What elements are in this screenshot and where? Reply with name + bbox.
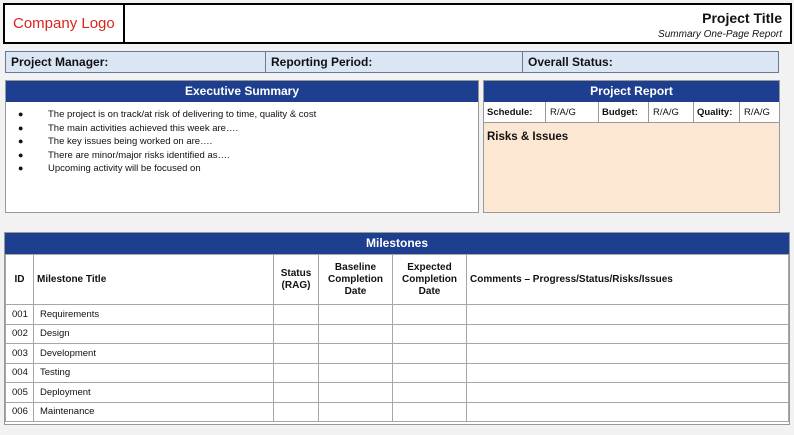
col-baseline-header-line: Baseline [334, 261, 377, 273]
col-comments-header: Comments – Progress/Status/Risks/Issues [467, 255, 789, 305]
col-status-header [274, 255, 319, 305]
project-report-heading: Project Report [484, 81, 779, 102]
summary-bullet [18, 122, 478, 136]
milestone-baseline-cell[interactable] [319, 324, 393, 344]
table-row [6, 324, 789, 344]
rag-status-row [484, 102, 779, 123]
report-header [3, 3, 792, 44]
summary-bullet-text: Upcoming activity will be focused on [48, 163, 201, 174]
col-id-header: ID [6, 255, 34, 305]
table-row [6, 363, 789, 383]
milestone-expected-cell[interactable] [393, 363, 467, 383]
project-manager-field[interactable]: Project Manager: [6, 52, 266, 72]
bullet-icon: ● [18, 109, 24, 119]
summary-bullet [18, 135, 478, 149]
summary-bullet-text: The project is on track/at risk of delivering to time, quality & cost [48, 109, 317, 120]
summary-bullet [18, 162, 478, 176]
milestone-id-cell: 002 [6, 324, 34, 344]
milestone-comments-cell[interactable] [467, 344, 789, 364]
milestone-title-cell[interactable]: Development [34, 344, 274, 364]
executive-summary-panel [5, 80, 479, 213]
milestone-baseline-cell[interactable] [319, 305, 393, 325]
milestones-heading: Milestones [5, 233, 789, 254]
milestones-panel [4, 232, 790, 425]
col-expected-header-line: Completion [402, 273, 457, 285]
col-status-header-line: (RAG) [281, 279, 311, 291]
table-row [6, 344, 789, 364]
milestone-id-cell: 003 [6, 344, 34, 364]
col-expected-header-line: Expected [407, 261, 452, 273]
col-expected-header [393, 255, 467, 305]
overall-status-field[interactable]: Overall Status: [528, 55, 613, 69]
col-baseline-header-line: Completion [328, 273, 383, 285]
milestone-baseline-cell[interactable] [319, 344, 393, 364]
milestone-baseline-cell[interactable] [319, 402, 393, 422]
schedule-label: Schedule: [484, 102, 546, 122]
report-subtitle: Summary One-Page Report [658, 29, 782, 40]
milestone-expected-cell[interactable] [393, 344, 467, 364]
col-expected-header-line: Date [418, 285, 441, 297]
milestone-expected-cell[interactable] [393, 305, 467, 325]
milestone-status-cell[interactable] [274, 324, 319, 344]
milestone-title-cell[interactable]: Requirements [34, 305, 274, 325]
milestone-id-cell: 005 [6, 383, 34, 403]
milestone-title-cell[interactable]: Deployment [34, 383, 274, 403]
milestone-expected-cell[interactable] [393, 402, 467, 422]
budget-rag-value[interactable]: R/A/G [649, 102, 694, 122]
bullet-icon: ● [18, 149, 24, 160]
milestones-table [5, 254, 789, 422]
milestone-comments-cell[interactable] [467, 402, 789, 422]
milestone-status-cell[interactable] [274, 344, 319, 364]
milestone-title-cell[interactable]: Maintenance [34, 402, 274, 422]
milestone-id-cell: 004 [6, 363, 34, 383]
project-report-panel [483, 80, 780, 213]
summary-bullet-text: The key issues being worked on are…. [48, 136, 213, 147]
milestone-status-cell[interactable] [274, 402, 319, 422]
summary-bullet [18, 149, 478, 163]
milestone-title-cell[interactable]: Testing [34, 363, 274, 383]
table-row [6, 305, 789, 325]
milestone-expected-cell[interactable] [393, 383, 467, 403]
risks-issues-title[interactable]: Risks & Issues [487, 131, 569, 143]
company-logo: Company Logo [5, 5, 125, 42]
summary-bullet [18, 108, 478, 122]
milestone-comments-cell[interactable] [467, 305, 789, 325]
project-info-bar [5, 51, 779, 73]
summary-bullet-text: The main activities achieved this week are…. [48, 122, 239, 134]
budget-label: Budget: [599, 102, 649, 122]
milestone-status-cell[interactable] [274, 383, 319, 403]
bullet-icon: ● [18, 163, 24, 173]
title-block [658, 10, 782, 40]
milestone-comments-cell[interactable] [467, 383, 789, 403]
table-row [6, 402, 789, 422]
milestone-status-cell[interactable] [274, 363, 319, 383]
project-title: Project Title [702, 10, 782, 26]
executive-summary-heading: Executive Summary [6, 81, 478, 102]
col-baseline-header [319, 255, 393, 305]
milestone-baseline-cell[interactable] [319, 383, 393, 403]
summary-bullet-text: There are minor/major risks identified as…. [48, 149, 230, 161]
col-status-header-line: Status [280, 267, 312, 279]
milestone-id-cell: 001 [6, 305, 34, 325]
col-title-header: Milestone Title [34, 255, 274, 305]
quality-label: Quality: [694, 102, 740, 122]
col-baseline-header-line: Date [344, 285, 367, 297]
executive-summary-list[interactable] [6, 102, 478, 176]
milestone-comments-cell[interactable] [467, 363, 789, 383]
milestone-status-cell[interactable] [274, 305, 319, 325]
quality-rag-value[interactable]: R/A/G [744, 106, 770, 118]
bullet-icon: ● [18, 136, 24, 146]
bullet-icon: ● [18, 122, 24, 133]
schedule-rag-value[interactable]: R/A/G [546, 102, 599, 122]
milestone-id-cell: 006 [6, 402, 34, 422]
milestone-title-cell[interactable]: Design [34, 324, 274, 344]
reporting-period-field[interactable]: Reporting Period: [266, 52, 523, 72]
milestone-expected-cell[interactable] [393, 324, 467, 344]
milestone-baseline-cell[interactable] [319, 363, 393, 383]
milestones-header-row [6, 255, 789, 305]
milestone-comments-cell[interactable] [467, 324, 789, 344]
table-row [6, 383, 789, 403]
